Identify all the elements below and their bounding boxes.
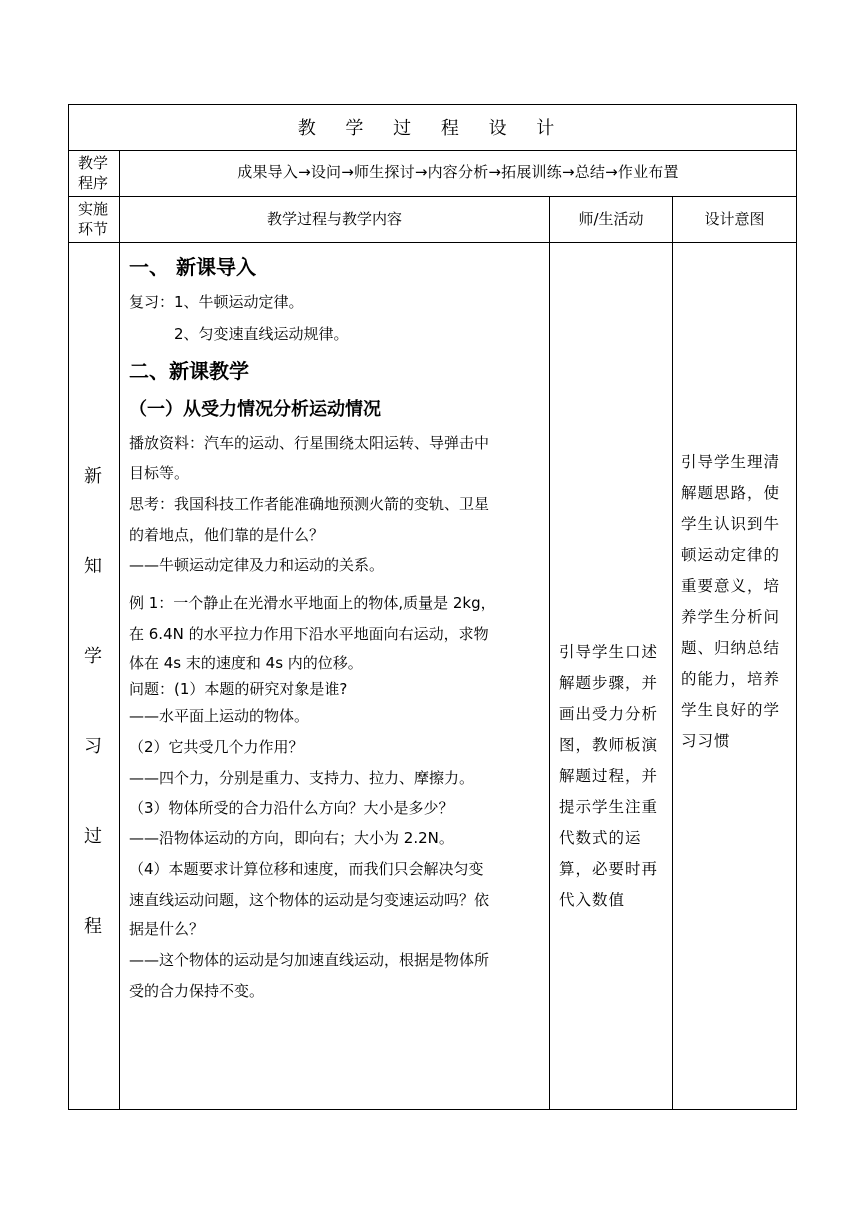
section-char: 新 — [84, 466, 102, 487]
table-title: 教 学 过 程 设 计 — [297, 118, 567, 139]
procedure-label — [68, 153, 118, 193]
answer-line: ——沿物体运动的方向，即向右；大小为 2.2N。 — [129, 829, 454, 847]
answer-line: 受的合力保持不变。 — [129, 982, 265, 1000]
heading-new-lesson-teaching: 二、新课教学 — [129, 359, 249, 383]
activity-line: 提示学生注重 — [559, 798, 659, 816]
stage-label — [68, 199, 118, 239]
paragraph-line: 的着地点，他们靠的是什么？ — [129, 526, 325, 544]
example-line: 在 6.4N 的水平拉力作用下沿水平地面向右运动，求物 — [129, 625, 489, 643]
question-line: 问题：(1）本题的研究对象是谁? — [129, 680, 348, 698]
example-line: 体在 4s 末的速度和 4s 内的位移。 — [129, 654, 363, 672]
activity-line: 算，必要时再 — [559, 860, 659, 878]
table-border-left — [68, 104, 69, 1110]
table-border-bottom — [68, 1109, 797, 1110]
activity-line: 引导学生口述 — [559, 643, 659, 661]
question-line: （3）物体所受的合力沿什么方向？大小是多少？ — [129, 799, 454, 817]
column-header-intent: 设计意图 — [704, 210, 765, 228]
activity-line: 图，教师板演 — [559, 736, 659, 754]
table-col-divider — [672, 196, 673, 1110]
section-char: 知 — [84, 556, 102, 577]
subheading-force-analysis: （一）从受力情况分析运动情况 — [129, 399, 381, 420]
question-line: （2）它共受几个力作用？ — [129, 738, 304, 756]
activity-line: 解题过程，并 — [559, 767, 659, 785]
procedure-flow: 成果导入→设问→师生探讨→内容分析→拓展训练→总结→作业布置 — [237, 163, 679, 181]
intent-line: 养学生分析问 — [681, 608, 781, 626]
intent-line: 顿运动定律的 — [681, 546, 781, 564]
paragraph-line: 思考：我国科技工作者能准确地预测火箭的变轨、卫星 — [129, 495, 490, 513]
activity-line: 代入数值 — [559, 891, 626, 909]
section-char: 习 — [84, 736, 102, 757]
stage-label-line: 环节 — [77, 220, 108, 238]
intent-text — [681, 447, 793, 757]
heading-new-lesson-intro: 一、 新课导入 — [129, 255, 256, 279]
table-col-divider — [549, 196, 550, 1110]
column-header-content: 教学过程与教学内容 — [266, 210, 402, 228]
section-char: 学 — [84, 646, 102, 667]
column-header-activity: 师/生活动 — [578, 210, 644, 228]
table-row-divider — [68, 242, 797, 243]
intent-line: 重要意义，培 — [681, 577, 781, 595]
answer-line: ——水平面上运动的物体。 — [129, 707, 310, 725]
paragraph-line: 播放资料：汽车的运动、行星围绕太阳运转、导弹击中 — [129, 434, 490, 452]
activity-line: 画出受力分析 — [559, 705, 659, 723]
activity-line: 代数式的运 — [559, 829, 642, 847]
table-row-divider — [68, 196, 797, 197]
table-col-divider — [119, 150, 120, 1110]
section-char: 过 — [84, 826, 102, 847]
answer-line: ——这个物体的运动是匀加速直线运动，根据是物体所 — [129, 951, 490, 969]
table-border-top — [68, 104, 797, 105]
review-line: 复习：1、牛顿运动定律。 — [129, 293, 304, 311]
procedure-label-line: 程序 — [77, 174, 108, 192]
intent-line: 的能力，培养 — [681, 670, 781, 688]
question-line: 据是什么？ — [129, 920, 205, 938]
answer-line: ——四个力，分别是重力、支持力、拉力、摩擦力。 — [129, 769, 475, 787]
question-line: 速直线运动问题，这个物体的运动是匀变速运动吗？依 — [129, 891, 490, 909]
activity-text — [559, 637, 669, 916]
intent-line: 学生良好的学 — [681, 701, 781, 719]
intent-line: 引导学生理清 — [681, 453, 781, 471]
activity-line: 解题步骤，并 — [559, 674, 659, 692]
intent-line: 解题思路，使 — [681, 484, 781, 502]
procedure-label-line: 教学 — [77, 154, 108, 172]
intent-line: 题、归纳总结 — [681, 639, 781, 657]
table-row-divider — [68, 150, 797, 151]
intent-line: 学生认识到牛 — [681, 515, 781, 533]
lesson-content — [129, 253, 545, 1005]
section-char: 程 — [84, 916, 102, 937]
paragraph-line: ——牛顿运动定律及力和运动的关系。 — [129, 556, 385, 574]
stage-label-line: 实施 — [77, 200, 108, 218]
question-line: （4）本题要求计算位移和速度，而我们只会解决匀变 — [129, 860, 484, 878]
table-border-right — [796, 104, 797, 1110]
paragraph-line: 目标等。 — [129, 464, 190, 482]
review-line: 2、匀变速直线运动规律。 — [174, 325, 349, 343]
intent-line: 习习惯 — [681, 732, 731, 750]
example-line: 例 1：一个静止在光滑水平地面上的物体,质量是 2kg， — [129, 594, 496, 612]
